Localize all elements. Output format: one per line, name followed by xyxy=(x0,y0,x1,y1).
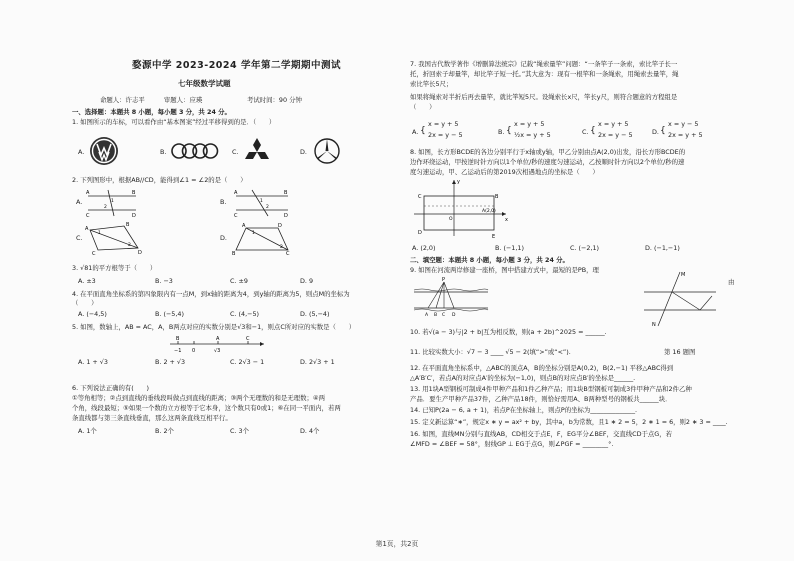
audi-rings-icon xyxy=(170,142,220,160)
q2-figure-a xyxy=(84,186,140,218)
svg-text:A: A xyxy=(86,190,90,196)
q16-figure xyxy=(640,270,720,328)
q15-text: 15. 定义新运算“∗”，规定x ∗ y = ax² + by，其中a，b为常数，且1 ∗ 2 = 5，2 ∗ 1 = 6，则2 ∗ 3 = ____. xyxy=(410,418,728,426)
svg-text:A: A xyxy=(85,226,89,232)
q7-line-3: 索比竿长5尺； xyxy=(410,80,453,88)
q6-text: 6. 下列说法正确的有( ) xyxy=(72,384,150,392)
q9-label-a: A xyxy=(425,313,429,318)
q8-rectangle-figure xyxy=(410,176,510,240)
q7-opt-d-top: x = y − 5 xyxy=(668,120,699,128)
q16-figure-caption: 第 16 题图 xyxy=(664,348,696,356)
q3-opt-b: B. −3 xyxy=(155,277,173,285)
q11-text: 11. 比较实数大小：√7 − 3 ____ √5 − 2(填“>”或“<”). xyxy=(410,348,571,356)
q13-line-1: 13. 用1块A型钢板可制成4件甲种产品和1件乙种产品；用1块B型钢板可制成3件甲种产品和2件乙种 xyxy=(410,385,692,393)
q1-opt-b: B. xyxy=(160,148,167,156)
q8-line-2: 边作环绕运动，甲按逆时针方向以1个单位/秒的速度匀速运动，乙按顺时针方向以2个单位/秒的速 xyxy=(410,158,685,166)
svg-text:2: 2 xyxy=(266,205,269,210)
q1-opt-c: C. xyxy=(232,148,239,156)
page-footer: 第1页，共2页 xyxy=(375,540,419,548)
q12-line-2: △A′B′C′，若点A的对应点A′的坐标为(−1,0)，则点B的对应点B′的坐标是______. xyxy=(410,374,636,382)
q6-opt-d: D. 4个 xyxy=(300,427,320,435)
q4-text: 4. 在平面直角坐标系的第四象限内有一点M，到x轴的距离为4，到y轴的距离为5，则点M的坐标为 xyxy=(72,290,350,298)
mercedes-logo-icon xyxy=(312,136,342,166)
q14-text: 14. 已知P(2a − 6, a + 1)，若点P在坐标轴上，则点P的坐标为______________. xyxy=(410,406,638,414)
q6-opt-b: B. 2个 xyxy=(155,427,174,435)
q7-opt-a-bot: 2x = y − 5 xyxy=(428,131,463,139)
svg-text:B: B xyxy=(176,336,180,342)
q7-opt-c-top: x = y + 5 xyxy=(598,120,629,128)
svg-text:C: C xyxy=(286,251,290,256)
q5-opt-b: B. 2 + √3 xyxy=(155,358,186,366)
svg-text:2: 2 xyxy=(280,245,283,250)
svg-text:1: 1 xyxy=(252,231,255,236)
q7-opt-c-label: C. xyxy=(582,128,589,136)
q8-line-1: 8. 如图，长方形BCDE的各边分别平行于x轴或y轴，甲乙分别由点A(2,0)出发，沿长方形BCDE的 xyxy=(410,148,686,156)
q2-figure-b xyxy=(232,186,292,218)
q8-label-c: C xyxy=(418,194,422,200)
q8-label-y: y xyxy=(457,179,460,185)
exam-page: 婺源中学 2023-2024 学年第二学期期中测试 七年级数学试题 命题人：许志平 审题人：应瑛 考试时间：90 分钟 一、选择题：本题共 8 小题，每小题 3 分，共 24 分。 1. 如图所示的车标，可以看作由“基本图案”经过平移得到的是．（ ） A. B. C. D. 2. 下列图形中，根据AB//CD，能得到∠1 = ∠2的是（ ） A. A B C D 1 2 B. A B C D 1 2 C. A B C D 1 2 D. A D B C 1 2 3. √81的平方根等于（ ） A. ±3 B. −3 C. ±9 D. 9 4. 在平面直角坐标系的第四象限内有一点M，到x轴的距离为4，到y轴的距离为5，则点M的坐标为 （ ） A. (−4,5) B. (−5,4) C. (4,−5) D. (5,−4) 5. 如图，数轴上，AB = AC，A，B两点对应的实数分别是√3和−1，则点C所对应的实数是（ ） B A C −1 0 √3 A. 1 + √3 B. 2 + √3 C. 2√3 − 1 D. 2√3 + 1 6. 下列说法正确的有( ) ①等角相等；②点到直线的垂线段叫做点到直线的距离；③两个无理数的和是无理数；④两 个角，线段最短；⑤如果一个数的立方根等于它本身，这个数只有0或1；⑥在同一平面内，若两 条直线都与第三条直线垂直，那么这两条直线互相平行。 A. 1个 B. 2个 C. 3个 D. 4个 7. 我国古代数学著作《增删算法统宗》记载“绳索量竿”问题：“一条竿子一条索，索比竿子长一 托，折回索子却量竿，却比竿子短一托。”其大意为：现有一根竿和一条绳索，用绳索去量竿，绳 索比竿长5尺； 如果将绳索对半折后再去量竿，就比竿短5尺。设绳索长x尺，竿长y尺，则符合题意的方程组是 （ ） A. { x = y + 5 2x = y − 5 B. { x = y + 5 ½x = y + 5 C. { x = y + 5 2x = y − 5 D. { x = y − 5 2x = y + 5 8. 如图，长方形BCDE的各边分别平行于x轴或y轴，甲乙分别由点A(2,0)出发，沿长方形BCDE的 边作环绕运动，甲按逆时针方向以1个单位/秒的速度匀速运动，乙按顺时针方向以2个单位/秒的速 度匀速运动，甲、乙运动后的第2019次相遇地点的坐标是（ ） C B D E A(2,0) O x y A. (2,0) B. (−1,1) C. (−2,1) D. (−1,−1) 二、填空题：本题共 8 小题，每小题 3 分，共 24 分。 9. 如图在河流两岸修建一座桥，图中搭建方式中，最短的是PB，理 由 P A B C D M N 10. 若√(a − 3)与|2 + b|互为相反数，则(a + 2b)^2025 = ______. 11. 比较实数大小：√7 − 3 ____ √5 − 2(填“>”或“<”). 第 16 题图 12. 在平面直角坐标系中，△ABC的顶点A，B的坐标分别是A(0,2)，B(2,−1) 平移△ABC得到 △A′B′C′，若点A的对应点A′的坐标为(−1,0)，则点B的对应点B′的坐标是______. 13. 用1块A型钢板可制成4件甲种产品和1件乙种产品；用1块B型钢板可制成3件甲种产品和2件乙种 产品．要生产甲种产品37件，乙种产品18件，则恰好需用A、B两种型号的钢板共______块． 14. 已知P(2a − 6, a + 1)，若点P在坐标轴上，则点P的坐标为______________. 15. 定义新运算“∗”，规定x ∗ y = ax² + by，其中a，b为常数，且1 ∗ 2 = 5，2 ∗ 1 = 6，则2 ∗ 3 = ____. 16. 如图，直线MN分别与直线AB，CD相交于点E，F，EG平分∠BEF，交直线CD于点G，若 ∠MFD = ∠BEF = 58°，射线GP ⊥ EG于点G，则∠PGF = ________°. 第1页，共2页 xyxy=(0,0,794,561)
section-1-heading: 一、选择题：本题共 8 小题，每小题 3 分，共 24 分。 xyxy=(72,108,231,116)
q6-line-2: 个角，线段最短；⑤如果一个数的立方根等于它本身，这个数只有0或1；⑥在同一平面内，若两 xyxy=(72,404,341,412)
q7-opt-b-top: x = y + 5 xyxy=(514,120,545,128)
q9-tail: 由 xyxy=(728,278,735,286)
svg-text:A: A xyxy=(234,190,238,196)
q7-opt-c-bot: 2x = y − 5 xyxy=(598,131,633,139)
q2-figure-c xyxy=(84,220,144,256)
q8-label-b: B xyxy=(495,194,499,200)
q1-opt-a: A. xyxy=(78,148,85,156)
q4-opt-a: A. (−4,5) xyxy=(78,310,107,318)
exam-subtitle: 七年级数学试题 xyxy=(178,79,231,88)
q2-opt-b: B. xyxy=(220,198,227,206)
q9-label-p: P xyxy=(442,277,446,283)
q16-line-2: ∠MFD = ∠BEF = 58°，射线GP ⊥ EG于点G，则∠PGF = ________°. xyxy=(410,440,614,448)
q7-line-2: 托，折回索子却量竿，却比竿子短一托。”其大意为：现有一根竿和一条绳索，用绳索去量竿，绳 xyxy=(410,70,679,78)
svg-text:−1: −1 xyxy=(174,348,182,354)
svg-text:2: 2 xyxy=(128,243,131,248)
svg-text:1: 1 xyxy=(260,199,263,204)
svg-text:√3: √3 xyxy=(214,348,221,354)
q4-opt-d: D. (5,−4) xyxy=(300,310,330,318)
exam-meta: 命题人：许志平 审题人：应瑛 考试时间：90 分钟 xyxy=(100,96,302,104)
q8-label-d: D xyxy=(418,230,422,236)
svg-text:A: A xyxy=(216,336,220,342)
svg-text:C: C xyxy=(92,251,96,256)
svg-text:2: 2 xyxy=(104,205,107,210)
vw-logo-icon xyxy=(88,135,120,167)
svg-text:D: D xyxy=(278,223,282,229)
q1-opt-d: D. xyxy=(300,148,307,156)
q8-label-a: A(2,0) xyxy=(482,209,496,214)
q4-opt-c: C. (4,−5) xyxy=(230,310,260,318)
svg-text:B: B xyxy=(232,251,236,256)
q2-opt-d: D. xyxy=(220,234,227,242)
mitsubishi-logo-icon xyxy=(242,136,272,166)
q4-paren: （ ） xyxy=(72,299,98,307)
q1-text: 1. 如图所示的车标，可以看作由“基本图案”经过平移得到的是．（ ） xyxy=(72,118,276,126)
q7-opt-d-label: D. xyxy=(652,128,659,136)
number-line-figure xyxy=(168,334,268,356)
q2-opt-a: A. xyxy=(76,198,83,206)
q5-opt-a: A. 1 + √3 xyxy=(78,358,108,366)
q6-opt-c: C. 3个 xyxy=(230,427,249,435)
q7-opt-d-bot: 2x = y + 5 xyxy=(668,131,703,139)
q2-text: 2. 下列图形中，根据AB//CD，能得到∠1 = ∠2的是（ ） xyxy=(72,176,247,184)
exam-title: 婺源中学 2023-2024 学年第二学期期中测试 xyxy=(132,60,341,71)
svg-text:B: B xyxy=(284,190,288,196)
q10-text: 10. 若√(a − 3)与|2 + b|互为相反数，则(a + 2b)^2025 = ______. xyxy=(410,328,607,336)
q7-opt-b-label: B. xyxy=(498,128,505,136)
q16-label-m: M xyxy=(681,272,686,278)
q4-opt-b: B. (−5,4) xyxy=(155,310,184,318)
svg-text:D: D xyxy=(284,213,288,218)
section-2-heading: 二、填空题：本题共 8 小题，每小题 3 分，共 24 分。 xyxy=(410,256,569,264)
svg-text:0: 0 xyxy=(192,348,196,354)
q7-line-1: 7. 我国古代数学著作《增删算法统宗》记载“绳索量竿”问题：“一条竿子一条索，索比竿子长一 xyxy=(410,60,678,68)
q9-text: 9. 如图在河流两岸修建一座桥，图中搭建方式中，最短的是PB，理 xyxy=(410,266,599,274)
svg-text:D: D xyxy=(138,250,142,256)
q12-line-1: 12. 在平面直角坐标系中，△ABC的顶点A，B的坐标分别是A(0,2)，B(2,−1) 平移△ABC得到 xyxy=(410,364,674,372)
q3-text: 3. √81的平方根等于（ ） xyxy=(72,264,157,272)
q2-figure-d xyxy=(232,220,292,256)
q9-label-d: D xyxy=(452,313,456,318)
q3-opt-a: A. ±3 xyxy=(78,277,96,285)
q7-opt-a-top: x = y + 5 xyxy=(428,120,459,128)
q8-line-3: 度匀速运动，甲、乙运动后的第2019次相遇地点的坐标是（ ） xyxy=(410,168,599,176)
q8-label-e: E xyxy=(492,234,496,240)
q8-opt-b: B. (−1,1) xyxy=(495,244,524,252)
svg-text:A: A xyxy=(242,223,246,229)
svg-text:B: B xyxy=(132,190,136,196)
svg-text:C: C xyxy=(86,213,90,218)
q9-river-figure xyxy=(410,276,490,320)
q5-opt-c: C. 2√3 − 1 xyxy=(230,358,265,366)
svg-text:D: D xyxy=(132,213,136,218)
q16-label-n: N xyxy=(652,322,656,328)
q6-opt-a: A. 1个 xyxy=(78,427,97,435)
q7-paren: （ ） xyxy=(410,103,436,111)
q2-opt-c: C. xyxy=(76,234,83,242)
q7-opt-a-label: A. xyxy=(412,128,419,136)
q3-opt-d: D. 9 xyxy=(300,277,314,285)
q5-opt-d: D. 2√3 + 1 xyxy=(300,358,335,366)
q6-line-3: 条直线都与第三条直线垂直，那么这两条直线互相平行。 xyxy=(72,414,232,422)
q7-line-4: 如果将绳索对半折后再去量竿，就比竿短5尺。设绳索长x尺，竿长y尺，则符合题意的方程组是 xyxy=(410,93,678,101)
q7-opt-b-bot: ½x = y + 5 xyxy=(514,131,551,139)
q8-opt-a: A. (2,0) xyxy=(412,244,436,252)
q8-opt-c: C. (−2,1) xyxy=(570,244,600,252)
svg-text:C: C xyxy=(234,213,238,218)
q8-opt-d: D. (−1,−1) xyxy=(645,244,680,252)
q8-label-x: x xyxy=(505,217,508,223)
q13-line-2: 产品．要生产甲种产品37件，乙种产品18件，则恰好需用A、B两种型号的钢板共______块． xyxy=(410,395,672,403)
q16-line-1: 16. 如图，直线MN分别与直线AB，CD相交于点E，F，EG平分∠BEF，交直线CD于点G，若 xyxy=(410,430,673,438)
q8-label-o: O xyxy=(449,217,453,222)
svg-text:1: 1 xyxy=(111,199,114,204)
q9-label-c: C xyxy=(442,313,446,318)
q5-text: 5. 如图，数轴上，AB = AC，A，B两点对应的实数分别是√3和−1，则点C所对应的实数是（ ） xyxy=(72,323,356,331)
svg-text:B: B xyxy=(126,222,130,228)
q3-opt-c: C. ±9 xyxy=(230,277,248,285)
q9-label-b: B xyxy=(434,313,438,318)
q6-line-1: ①等角相等；②点到直线的垂线段叫做点到直线的距离；③两个无理数的和是无理数；④两 xyxy=(72,394,325,402)
svg-text:C: C xyxy=(246,336,250,342)
svg-text:1: 1 xyxy=(98,231,101,236)
